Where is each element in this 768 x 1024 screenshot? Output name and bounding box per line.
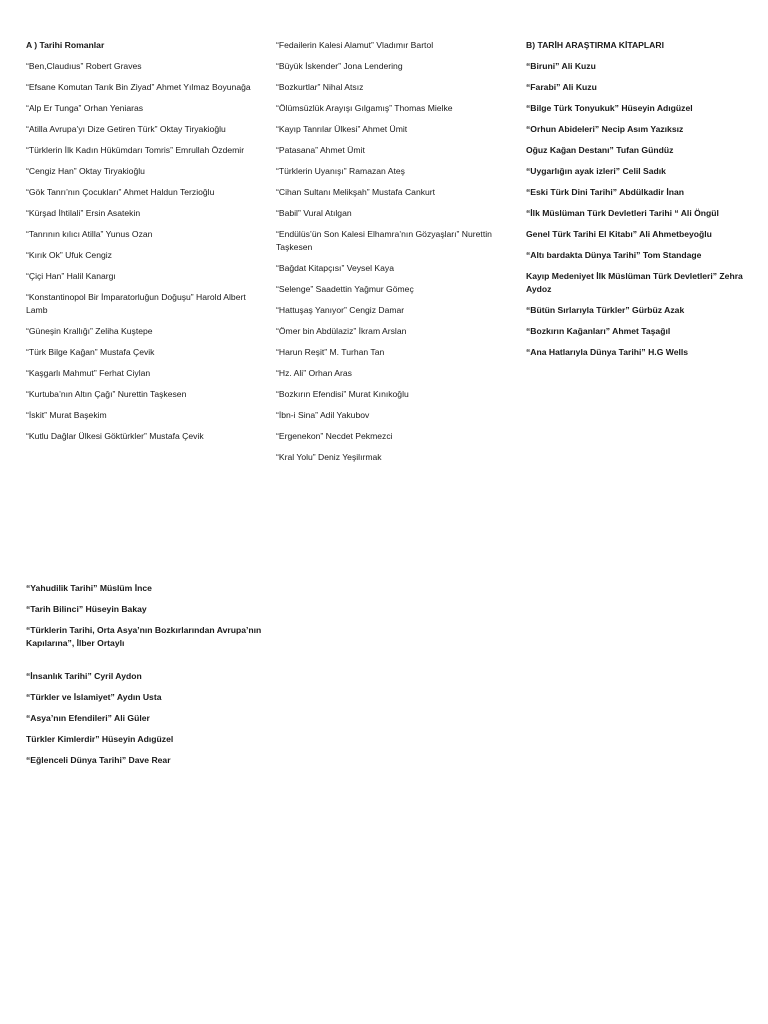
- book-entry: “Konstantinopol Bir İmparatorluğun Doğuşu” Harold Albert Lamb: [26, 291, 246, 315]
- book-entry: “Orhun Abideleri” Necip Asım Yazıksız: [526, 123, 684, 134]
- book-entry: “Eski Türk Dini Tarihi” Abdülkadir İnan: [526, 186, 685, 197]
- column-novels: [26, 39, 254, 451]
- book-entry: “Türk Bilge Kağan” Mustafa Çevik: [26, 346, 155, 357]
- book-entry: “Harun Reşit” M. Turhan Tan: [276, 346, 385, 357]
- book-entry: “Kurtuba’nın Altın Çağı” Nurettin Taşkesen: [26, 388, 187, 399]
- book-entry: “Kral Yolu” Deniz Yeşilırmak: [276, 451, 382, 462]
- column-research-books-continued: [26, 582, 266, 775]
- book-entry: “Güneşin Krallığı” Zeliha Kuştepe: [26, 325, 153, 336]
- research-list-continued-1: [26, 582, 266, 650]
- novel-list-continued: [276, 39, 506, 463]
- book-entry: “Hz. Ali” Orhan Aras: [276, 367, 352, 378]
- book-entry: “Cihan Sultanı Melikşah” Mustafa Cankurt: [276, 186, 436, 197]
- book-entry: “Atilla Avrupa’yı Dize Getiren Türk” Oktay Tiryakioğlu: [26, 123, 226, 134]
- book-entry: “Çiçi Han” Halil Kanargı: [26, 270, 116, 281]
- book-entry: “Efsane Komutan Tarık Bin Ziyad” Ahmet Yılmaz Boyunağa: [26, 81, 251, 92]
- book-entry: “Cengiz Han” Oktay Tiryakioğlu: [26, 165, 145, 176]
- book-entry: “Ana Hatlarıyla Dünya Tarihi” H.G Wells: [526, 346, 689, 357]
- book-entry: “Farabi” Ali Kuzu: [526, 81, 597, 92]
- book-entry: “Ben,Claudıus” Robert Graves: [26, 60, 142, 71]
- book-entry: “Asya’nın Efendileri” Ali Güler: [26, 712, 150, 723]
- book-entry: “Türklerin İlk Kadın Hükümdarı Tomris” Emrullah Özdemir: [26, 144, 245, 155]
- section-heading-novels: A ) Tarihi Romanlar: [26, 40, 105, 50]
- book-entry: “Fedailerin Kalesi Alamut” Vladımır Bartol: [276, 40, 434, 50]
- book-entry: “Altı bardakta Dünya Tarihi” Tom Standage: [526, 249, 702, 260]
- book-entry: “Kaşgarlı Mahmut” Ferhat Ciylan: [26, 367, 151, 378]
- book-entry: “İbn-i Sina” Adil Yakubov: [276, 409, 370, 420]
- section-heading-research: B) TARİH ARAŞTIRMA KİTAPLARI: [526, 40, 664, 50]
- book-entry: “Kayıp Tanrılar Ülkesi” Ahmet Ümit: [276, 123, 408, 134]
- book-entry: “Yahudilik Tarihi” Müslüm İnce: [26, 583, 152, 593]
- book-entry: “Büyük İskender” Jona Lendering: [276, 60, 403, 71]
- book-entry: “Babil” Vural Atılgan: [276, 207, 352, 218]
- book-entry: “Kırık Ok” Ufuk Cengiz: [26, 249, 112, 260]
- book-entry: “Türklerin Tarihi, Orta Asya’nın Bozkırlarından Avrupa’nın Kapılarına”, İlber Ortaylı: [26, 624, 262, 648]
- novel-list: [26, 60, 254, 442]
- book-entry: “Kürşad İhtilali” Ersin Asatekin: [26, 207, 141, 218]
- book-entry: “Ömer bin Abdülaziz” İkram Arslan: [276, 325, 407, 336]
- book-entry: “Endülüs’ün Son Kalesi Elhamra’nın Gözyaşları” Nurettin Taşkesen: [276, 228, 492, 252]
- research-list: [526, 60, 748, 358]
- book-entry: “Ölümsüzlük Arayışı Gılgamış” Thomas Mielke: [276, 102, 453, 113]
- book-entry: “Bütün Sırlarıyla Türkler” Gürbüz Azak: [526, 304, 685, 315]
- book-entry: “Tarih Bilinci” Hüseyin Bakay: [26, 603, 147, 614]
- book-entry: “İlk Müslüman Türk Devletleri Tarihi “ Ali Öngül: [526, 207, 719, 218]
- column-novels-continued: [276, 39, 506, 471]
- book-entry: “Bozkurtlar” Nihal Atsız: [276, 81, 364, 92]
- book-entry: “Eğlenceli Dünya Tarihi” Dave Rear: [26, 754, 171, 765]
- book-entry: “Bilge Türk Tonyukuk” Hüseyin Adıgüzel: [526, 102, 693, 113]
- book-entry: “Türkler ve İslamiyet” Aydın Usta: [26, 691, 162, 702]
- book-entry: “Bağdat Kitapçısı” Veysel Kaya: [276, 262, 394, 273]
- book-entry: “Bozkırın Efendisi” Murat Kınıkoğlu: [276, 388, 409, 399]
- book-entry: “Bozkırın Kağanları” Ahmet Taşağıl: [526, 325, 671, 336]
- book-entry: Oğuz Kağan Destanı” Tufan Gündüz: [526, 144, 674, 155]
- book-entry: Genel Türk Tarihi El Kitabı” Ali Ahmetbeyoğlu: [526, 228, 712, 239]
- book-entry: Kayıp Medeniyet İlk Müslüman Türk Devletleri” Zehra Aydoz: [526, 270, 743, 294]
- spacer: [26, 658, 266, 670]
- book-entry: “Biruni” Ali Kuzu: [526, 60, 596, 71]
- book-entry: “Selenge” Saadettin Yağmur Gömeç: [276, 283, 414, 294]
- book-entry: “Patasana” Ahmet Ümit: [276, 144, 365, 155]
- book-entry: Türkler Kimlerdir” Hüseyin Adıgüzel: [26, 733, 174, 744]
- book-entry: “Kutlu Dağlar Ülkesi Göktürkler” Mustafa Çevik: [26, 430, 204, 441]
- book-entry: “İnsanlık Tarihi” Cyril Aydon: [26, 670, 142, 681]
- book-entry: “Hattuşaş Yanıyor” Cengiz Damar: [276, 304, 405, 315]
- book-entry: “Türklerin Uyanışı” Ramazan Ateş: [276, 165, 405, 176]
- book-entry: “İskit” Murat Başekim: [26, 409, 107, 420]
- column-research-books: [526, 39, 748, 367]
- book-entry: “Uygarlığın ayak izleri” Celil Sadık: [526, 165, 666, 176]
- book-entry: “Tanrının kılıcı Atilla” Yunus Ozan: [26, 228, 153, 239]
- research-list-continued-2: [26, 670, 266, 767]
- book-entry: “Alp Er Tunga” Orhan Yeniaras: [26, 102, 144, 113]
- book-entry: “Gök Tanrı’nın Çocukları” Ahmet Haldun Terzioğlu: [26, 186, 215, 197]
- book-entry: “Ergenekon” Necdet Pekmezci: [276, 430, 393, 441]
